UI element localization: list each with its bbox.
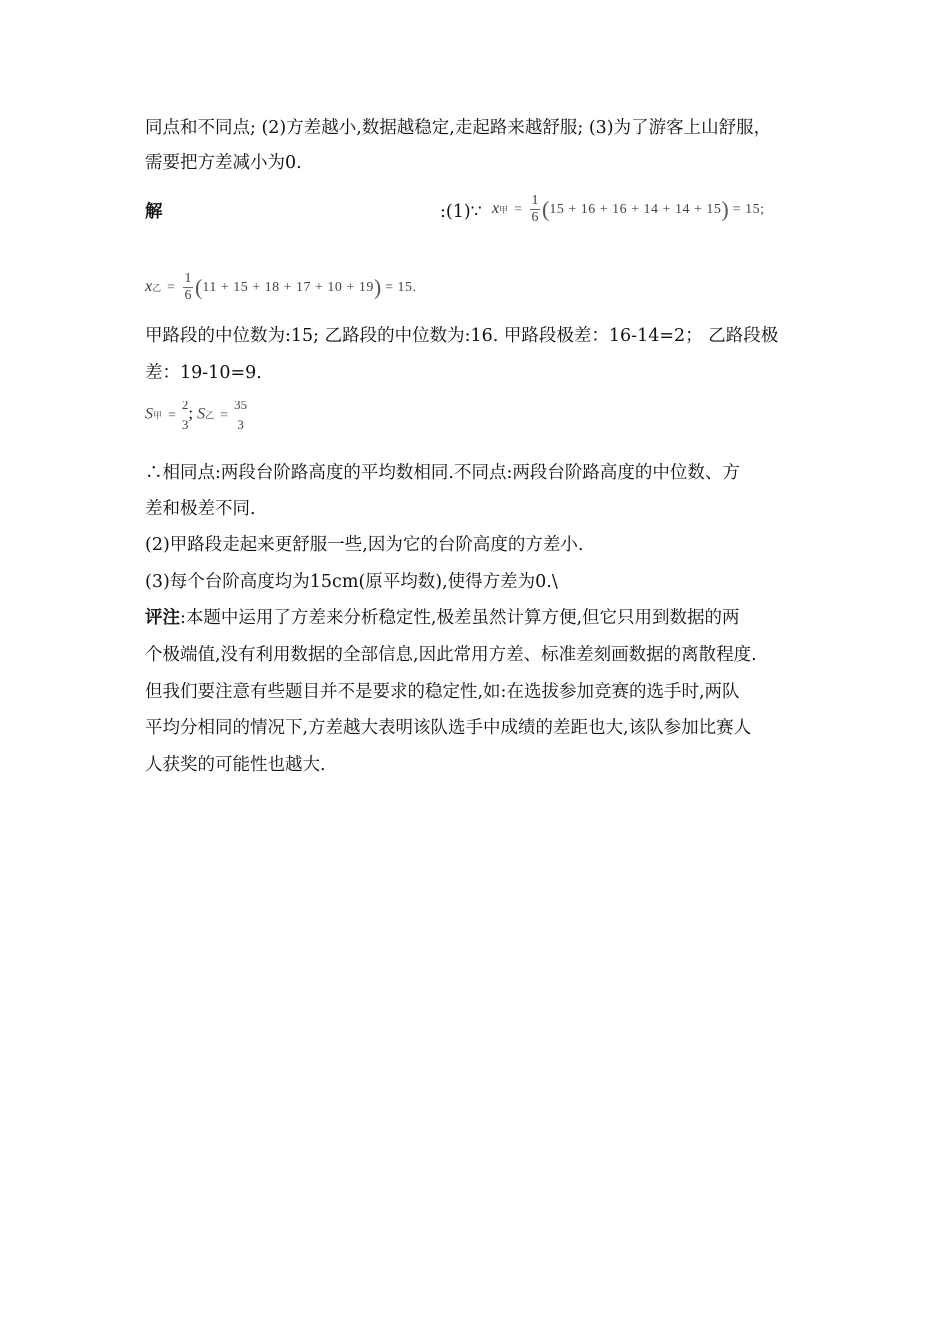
mean-jia-result: = 15; — [732, 202, 765, 218]
comment-line-5: 人获奖的可能性也越大. — [145, 755, 326, 775]
variance-jia-num: 2 — [181, 401, 189, 412]
mean-jia-var: x — [492, 200, 500, 218]
text-line-2: 需要把方差减小为0. — [145, 153, 302, 173]
mean-yi-var: x — [145, 278, 153, 296]
solution-label: 解 — [145, 202, 163, 222]
comment-label: 评注 — [145, 608, 180, 628]
variance-yi-num: 35 — [234, 401, 248, 412]
median-line-2: 差：19-10=9. — [145, 363, 262, 383]
variance-yi-den: 3 — [237, 417, 244, 432]
mean-jia-terms: 15 + 16 + 16 + 14 + 14 + 15 — [549, 202, 722, 218]
mean-yi-terms: 11 + 15 + 18 + 17 + 10 + 19 — [202, 280, 374, 296]
median-line-1: 甲路段的中位数为:15; 乙路段的中位数为:16. 甲路段极差：16-14=2； 乙路段极 — [145, 326, 779, 346]
conclusion-line-2: 差和极差不同. — [145, 499, 256, 519]
mean-jia-fraction — [530, 193, 540, 226]
variance-jia-den: 3 — [181, 417, 189, 432]
mean-yi-frac-num: 1 — [184, 271, 192, 286]
mean-yi-formula: x乙 = $\frac{1}{6}$ (11 + 15 + 18 + 17 + 10 + 19) = 15. — [145, 271, 417, 303]
variance-formula: S甲 = 2 3 ; S乙 = 35 3 — [145, 401, 280, 445]
mean-yi-sub: 乙 — [152, 283, 162, 294]
variance-jia-var: S — [145, 405, 153, 423]
mean-jia-frac-den: 6 — [531, 210, 539, 225]
conclusion-line-1: ∴相同点:两段台阶路高度的平均数相同.不同点:两段台阶路高度的中位数、方 — [145, 463, 740, 483]
text-line-1: 同点和不同点; (2)方差越小,数据越稳定,走起路来越舒服; (3)为了游客上山舒服， — [145, 118, 772, 138]
variance-yi-fraction — [234, 401, 247, 435]
comment-text-1: :本题中运用了方差来分析稳定性,极差虽然计算方便,但它只用到数据的两 — [180, 608, 740, 628]
comment-line-3: 但我们要注意有些题目并不是要求的稳定性,如:在选拔参加竞赛的选手时,两队 — [145, 682, 740, 702]
mean-jia-sub: 甲 — [499, 205, 509, 216]
mean-yi-frac-den: 6 — [184, 288, 192, 303]
mean-jia-frac-num: 1 — [531, 193, 539, 208]
mean-yi-fraction — [183, 271, 193, 304]
mean-jia-formula: x甲 = $\frac{1}{6}$ (15 + 16 + 16 + 14 + 14 + 15) = 15; — [492, 193, 765, 225]
comment-line-4: 平均分相同的情况下,方差越大表明该队选手中成绩的差距也大,该队参加比赛人 — [145, 718, 752, 738]
variance-yi-sub: 乙 — [205, 410, 215, 421]
part-2-answer: (2)甲路段走起来更舒服一些,因为它的台阶高度的方差小. — [145, 535, 584, 555]
comment-line-2: 个极端值,没有利用数据的全部信息,因此常用方差、标准差刻画数据的离散程度. — [145, 645, 757, 665]
solution-intro: :(1)∵ — [440, 202, 482, 222]
variance-separator: ; — [188, 403, 194, 423]
mean-yi-result: = 15. — [385, 280, 417, 296]
comment-line-1 — [145, 606, 740, 630]
variance-jia-sub: 甲 — [153, 410, 163, 421]
variance-yi-var: S — [197, 405, 206, 423]
part-3-answer: (3)每个台阶高度均为15cm(原平均数),使得方差为0.\ — [145, 572, 558, 592]
